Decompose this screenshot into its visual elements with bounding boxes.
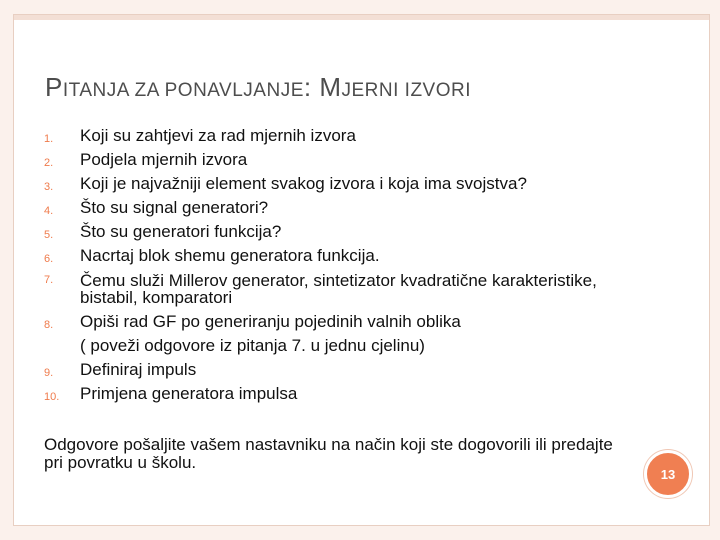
list-item (44, 383, 644, 405)
item-number: 1. (44, 133, 54, 145)
question-list (44, 125, 644, 407)
item-number: 10. (44, 391, 60, 403)
item-number: 4. (44, 205, 54, 217)
title-part2: JERNI IZVORI (341, 80, 472, 101)
item-number: 6. (44, 253, 54, 265)
item-text: Opiši rad GF po generiranju pojedinih valnih oblika (80, 312, 461, 331)
list-item (44, 173, 644, 195)
item-text: Primjena generatora impulsa (80, 384, 298, 403)
item-number: 5. (44, 229, 54, 241)
item-text: Definiraj impuls (80, 360, 197, 379)
list-item (44, 221, 644, 243)
list-item (44, 269, 644, 309)
item-text: Što su generatori funkcija? (80, 222, 282, 241)
title-separator: : (303, 72, 320, 102)
list-item (44, 149, 644, 171)
title-part1: ITANJA ZA PONAVLJANJE (62, 80, 304, 101)
item-text: Nacrtaj blok shemu generatora funkcija. (80, 246, 380, 265)
item-text: Koji su zahtjevi za rad mjernih izvora (80, 126, 356, 145)
footer-note: Odgovore pošaljite vašem nastavniku na način koji ste dogovorili ili predajte pri povratku u školu. (44, 435, 613, 472)
title-initial-p: P (45, 72, 63, 102)
list-item-continuation: ( poveži odgovore iz pitanja 7. u jednu cjelinu) (80, 336, 425, 355)
title-initial-m: M (319, 72, 342, 102)
list-item (44, 245, 644, 267)
item-number: 2. (44, 157, 54, 169)
item-number: 9. (44, 367, 54, 379)
list-item (44, 359, 644, 381)
item-text: Koji je najvažniji element svakog izvora i koja ima svojstva? (80, 174, 527, 193)
slide-title (45, 72, 471, 103)
item-text: Podjela mjernih izvora (80, 150, 248, 169)
page-number-badge: 13 (644, 450, 692, 498)
item-number: 3. (44, 181, 54, 193)
list-item (44, 197, 644, 219)
list-item (44, 125, 644, 147)
item-text: Čemu služi Millerov generator, sintetizator kvadratične karakteristike, bistabil, komparatori (80, 271, 597, 307)
item-number: 8. (44, 319, 54, 331)
item-number: 7. (44, 274, 54, 286)
item-text: Što su signal generatori? (80, 198, 269, 217)
list-item (44, 311, 644, 333)
slide-top-edge (14, 15, 709, 20)
